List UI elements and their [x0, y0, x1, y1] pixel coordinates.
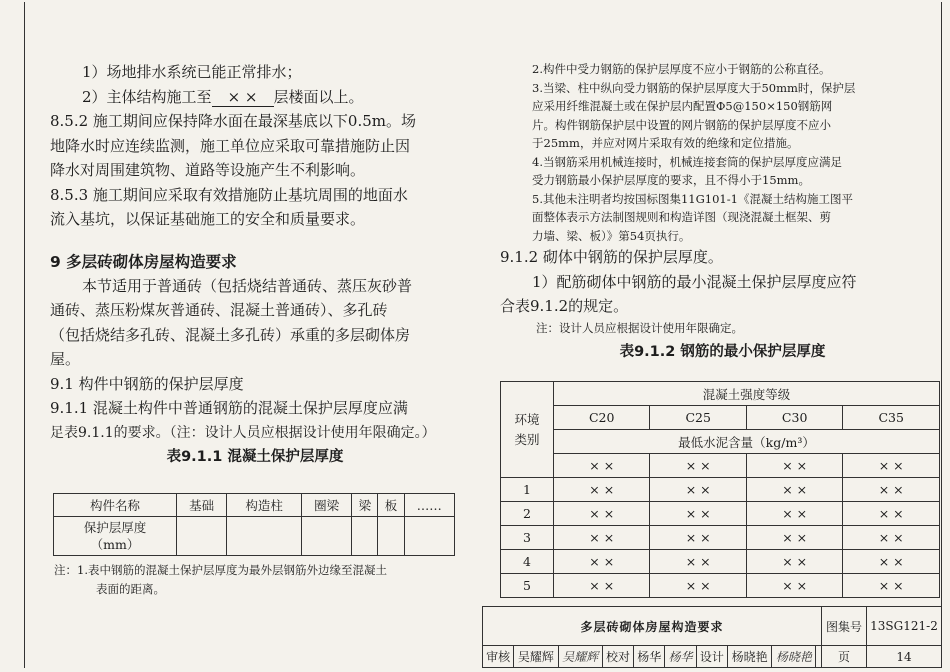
check-signature: 杨华: [665, 646, 696, 668]
table-cell: × ×: [843, 478, 940, 502]
grade-header: C35: [843, 406, 940, 430]
section-8-5-3-line2: 流入基坑，以保证基础施工的安全和质量要求。: [50, 210, 366, 228]
table-9-1-2: [500, 381, 940, 598]
note-3-line1: 3.当梁、柱中纵向受力钢筋的保护层厚度大于50mm时，保护层: [532, 80, 856, 95]
table-9-1-1: [53, 493, 455, 556]
note-4-line2: 受力钢筋最小保护层厚度的要求，且不得小于15mm。: [532, 173, 810, 187]
drawing-title: 多层砖砌体房屋构造要求: [483, 607, 822, 646]
table-cell: [301, 517, 351, 556]
table-9-1-2-caption: 表9.1.2 钢筋的最小保护层厚度: [619, 344, 826, 360]
note-3-line3: 片。构件钢筋保护层中设置的网片钢筋的保护层厚度不应小: [532, 117, 831, 132]
title-block-table: [482, 606, 942, 668]
table-row: [501, 406, 940, 430]
table-cell: × ×: [650, 478, 746, 502]
table-cell: × ×: [554, 502, 650, 526]
table-cell: × ×: [746, 478, 842, 502]
section-8-5-2-line1: 8.5.2 施工期间应保持降水面在最深基底以下0.5m。场: [50, 112, 417, 130]
table-header-cell: 梁: [352, 494, 378, 517]
table-cell: × ×: [746, 574, 842, 598]
table-cell: × ×: [746, 454, 842, 478]
intro-line3: （包括烧结多孔砖、混凝土多孔砖）承重的多层砌体房: [50, 325, 411, 344]
page-label: 页: [822, 646, 867, 668]
table-cell: [352, 517, 378, 556]
env-header-line1: 环境: [514, 411, 540, 427]
table-row: [501, 430, 940, 454]
row-label-cell: [54, 517, 177, 556]
review-signature: 吴耀辉: [558, 646, 602, 668]
table-row: [54, 517, 455, 556]
table-cell: × ×: [843, 574, 940, 598]
title-block: [482, 606, 942, 668]
intro-line2: 通砖、蒸压粉煤灰普通砖、混凝土普通砖）、多孔砖: [50, 301, 388, 319]
section-9-1-2-note: 注：设计人员应根据设计使用年限确定。: [536, 320, 743, 335]
table-cell: [404, 517, 454, 556]
right-column: [500, 60, 945, 361]
table-cell: [227, 517, 302, 556]
grade-header: C30: [746, 406, 842, 430]
page-number: 14: [867, 646, 942, 668]
table-header-cell: 构件名称: [54, 494, 177, 517]
design-label: 设计: [696, 646, 727, 668]
note-3-line4: 于25mm，并应对网片采取有效的绝缘和定位措施。: [532, 136, 799, 150]
env-header-line2: 类别: [514, 431, 540, 447]
section-9-1-2-1-line2: 合表9.1.2的规定。: [500, 297, 629, 315]
env-cell: 2: [501, 502, 554, 526]
note-4-line1: 4.当钢筋采用机械连接时，机械连接套筒的保护层厚度应满足: [532, 154, 842, 169]
table-cell: × ×: [554, 574, 650, 598]
section-9-1-1-line2: 足表9.1.1的要求。（注：设计人员应根据设计使用年限确定。）: [50, 424, 436, 441]
intro-line1: 本节适用于普通砖（包括烧结普通砖、蒸压灰砂普: [82, 276, 413, 295]
table-row: [501, 502, 940, 526]
section-9-1-2-heading: 9.1.2 砌体中钢筋的保护层厚度。: [500, 248, 723, 266]
table-header-cell: 板: [378, 494, 404, 517]
table-cell: × ×: [843, 502, 940, 526]
env-category-header: [501, 382, 554, 478]
table-header-cell: ……: [404, 494, 454, 517]
note-3-line2: 应采用纤维混凝土或在保护层内配置Φ5@150×150钢筋网: [532, 99, 833, 113]
table-cell: × ×: [554, 478, 650, 502]
table-row: [501, 478, 940, 502]
cement-content-header: 最低水泥含量（kg/m³）: [554, 430, 940, 454]
table-row: [501, 574, 940, 598]
table-row: [501, 550, 940, 574]
table1-note-line2: 表面的距离。: [96, 581, 165, 596]
row-label-line1: 保护层厚度: [83, 520, 147, 535]
table-cell: × ×: [650, 526, 746, 550]
table-cell: × ×: [554, 526, 650, 550]
table-cell: [176, 517, 226, 556]
design-name: 杨晓艳: [727, 646, 771, 668]
table-row: [501, 382, 940, 406]
check-name: 杨华: [634, 646, 665, 668]
strength-group-header: 混凝土强度等级: [554, 382, 940, 406]
title-row: [483, 607, 942, 646]
note-2: 2.构件中受力钢筋的保护层厚度不应小于钢筋的公称直径。: [532, 62, 831, 76]
table-cell: × ×: [746, 526, 842, 550]
table-cell: × ×: [554, 550, 650, 574]
condition-2-prefix: 2）主体结构施工至: [82, 87, 212, 106]
table-cell: × ×: [554, 454, 650, 478]
table-header-cell: 基础: [176, 494, 226, 517]
signature-row: [483, 646, 942, 668]
table-cell: [378, 517, 404, 556]
env-cell: 4: [501, 550, 554, 574]
section-9-1-heading: 9.1 构件中钢筋的保护层厚度: [50, 374, 244, 393]
section-9-1-2-1-line1: 1）配筋砌体中钢筋的最小混凝土保护层厚度应符: [532, 272, 857, 291]
note-5-line2: 面整体表示方法制图规则和构造详图（现浇混凝土框架、剪: [532, 210, 831, 224]
design-signature: 杨晓艳: [772, 646, 816, 668]
atlas-number: 13SG121-2: [867, 607, 942, 646]
section-8-5-3-line1: 8.5.3 施工期间应采取有效措施防止基坑周围的地面水: [50, 185, 408, 204]
table-9-1-1-note: [54, 561, 387, 598]
table-row: [501, 454, 940, 478]
env-cell: 3: [501, 526, 554, 550]
table-9-1-1-caption: 表9.1.1 混凝土保护层厚度: [166, 449, 344, 465]
section-8-5-2-line3: 降水对周围建筑物、道路等设施产生不利影响。: [50, 161, 366, 179]
section-9-1-1-line1: 9.1.1 混凝土构件中普通钢筋的混凝土保护层厚度应满: [50, 399, 408, 417]
table-row: [54, 494, 455, 517]
chapter-9-heading: 9 多层砖砌体房屋构造要求: [50, 252, 237, 271]
note-5-line1: 5.其他未注明者均按国标图集11G101-1《混凝土结构施工图平: [532, 191, 853, 206]
grade-header: C25: [650, 406, 746, 430]
condition-2-suffix: 层楼面以上。: [273, 87, 364, 106]
table-cell: × ×: [843, 526, 940, 550]
table-row: [501, 526, 940, 550]
table1-note-line1: 注：1.表中钢筋的混凝土保护层厚度为最外层钢筋外边缘至混凝土: [54, 563, 387, 577]
table-cell: × ×: [650, 454, 746, 478]
row-label-line2: （mm）: [90, 537, 140, 552]
table-cell: × ×: [843, 550, 940, 574]
table-header-cell: 构造柱: [227, 494, 302, 517]
grade-header: C20: [554, 406, 650, 430]
drain-condition-1: 1）场地排水系统已能正常排水；: [82, 63, 302, 81]
table-cell: × ×: [746, 550, 842, 574]
table-header-cell: 圈梁: [301, 494, 351, 517]
drain-condition-2: [50, 85, 460, 110]
table-cell: × ×: [650, 550, 746, 574]
review-name: 吴耀辉: [514, 646, 558, 668]
left-column: [50, 60, 460, 466]
table-cell: × ×: [746, 502, 842, 526]
note-5-line3: 力墙、梁、板）》第54页执行。: [532, 228, 691, 243]
check-label: 校对: [602, 646, 633, 668]
table-cell: × ×: [650, 574, 746, 598]
floor-blank: × ×: [212, 88, 274, 107]
section-8-5-2-line2: 地降水时应连续监测，施工单位应采取可靠措施防止因: [50, 136, 411, 155]
env-cell: 5: [501, 574, 554, 598]
table-cell: × ×: [843, 454, 940, 478]
env-cell: 1: [501, 478, 554, 502]
table-cell: × ×: [650, 502, 746, 526]
intro-line4: 屋。: [50, 350, 81, 368]
atlas-label: 图集号: [822, 607, 867, 646]
review-label: 审核: [483, 646, 514, 668]
